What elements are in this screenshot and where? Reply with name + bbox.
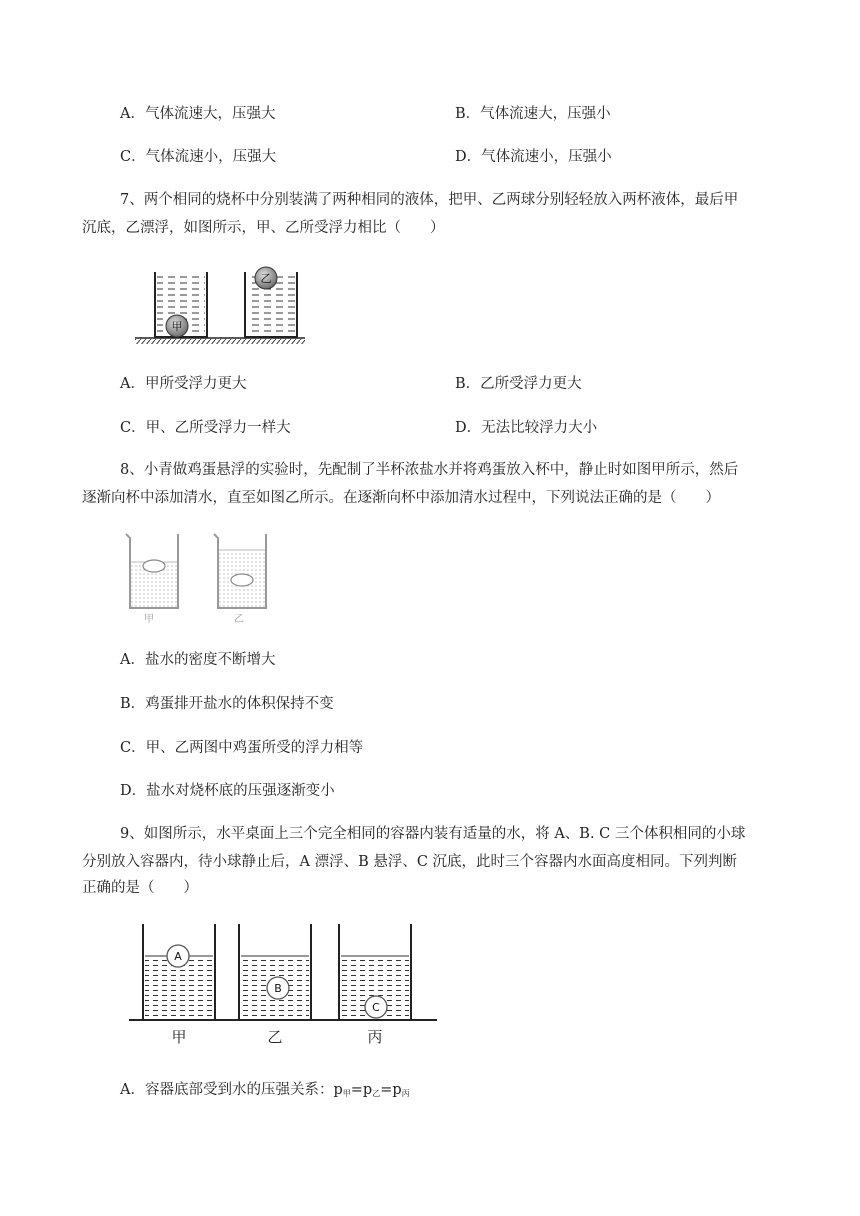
q8-stem-line1: 8、小青做鸡蛋悬浮的实验时，先配制了半杯浓盐水并将鸡蛋放入杯中，静止时如图甲所示，然后 [120, 462, 739, 478]
q6-option-b: B．气体流速大，压强小 [455, 106, 611, 122]
q8-figure [118, 528, 278, 628]
q6-option-a: A．气体流速大，压强大 [120, 106, 276, 122]
q9-sub-yi: 乙 [372, 1089, 381, 1098]
q8-option-c: C．甲、乙两图中鸡蛋所受的浮力相等 [120, 740, 364, 756]
q9-container-yi [239, 924, 311, 1019]
q9-ball-label-c: C [372, 1001, 380, 1014]
q9-container-bing [339, 924, 411, 1019]
q9-sub-jia: 甲 [342, 1089, 351, 1098]
q9-label-jia: 甲 [171, 1028, 187, 1046]
q7-ball-label-jia: 甲 [171, 320, 183, 333]
q8-option-a: A．盐水的密度不断增大 [120, 652, 276, 668]
q6-option-d: D．气体流速小，压强小 [455, 149, 612, 165]
q8-beaker-jia [126, 534, 178, 608]
q7-option-b: B．乙所受浮力更大 [455, 376, 582, 392]
q6-option-c: C．气体流速小，压强大 [120, 149, 277, 165]
q9-label-bing: 丙 [367, 1028, 383, 1046]
q9-label-yi: 乙 [267, 1028, 283, 1046]
q7-stem-line1: 7、两个相同的烧杯中分别装满了两种相同的液体，把甲、乙两球分别轻轻放入两杯液体，最后甲 [120, 192, 739, 208]
q9-option-a [120, 1080, 410, 1104]
q8-egg-jia [143, 560, 165, 572]
q9-option-a-eq1: =p [350, 1082, 373, 1098]
q9-option-a-eq2: =p [380, 1082, 402, 1098]
q9-ball-label-b: B [274, 982, 282, 995]
q8-option-d: D．盐水对烧杯底的压强逐渐变小 [120, 783, 335, 799]
q8-option-b: B．鸡蛋排开盐水的体积保持不变 [120, 696, 334, 712]
q7-ball-label-yi: 乙 [260, 272, 272, 285]
q9-ball-label-a: A [174, 950, 182, 963]
q9-container-jia [143, 924, 215, 1019]
q9-stem-line1: 9、如图所示，水平桌面上三个完全相同的容器内装有适量的水，将 A、B. C 三个体积相同的小球 [120, 826, 746, 842]
q7-option-c: C．甲、乙所受浮力一样大 [120, 420, 291, 436]
q7-stem-line2: 沉底，乙漂浮，如图所示，甲、乙所受浮力相比（ ） [82, 220, 445, 236]
q8-label-jia: 甲 [144, 614, 154, 625]
q8-egg-yi [231, 574, 253, 586]
q9-stem-line3: 正确的是（ ） [82, 880, 198, 896]
q9-sub-bing: 丙 [401, 1089, 410, 1098]
q8-label-yi: 乙 [234, 614, 244, 625]
q9-figure [125, 918, 445, 1048]
q8-stem-line2: 逐渐向杯中添加清水，直至如图乙所示。在逐渐向杯中添加清水过程中，下列说法正确的是（ ） [82, 490, 720, 506]
q8-beaker-yi [214, 534, 266, 608]
q7-option-a: A．甲所受浮力更大 [120, 376, 247, 392]
q7-figure [130, 262, 310, 352]
q9-option-a-text: A．容器底部受到水的压强关系：p [120, 1082, 343, 1098]
q9-stem-line2: 分别放入容器内，待小球静止后，A 漂浮、B 悬浮、C 沉底，此时三个容器内水面高度相同。下列判断 [82, 854, 738, 870]
q7-option-d: D．无法比较浮力大小 [455, 420, 598, 436]
